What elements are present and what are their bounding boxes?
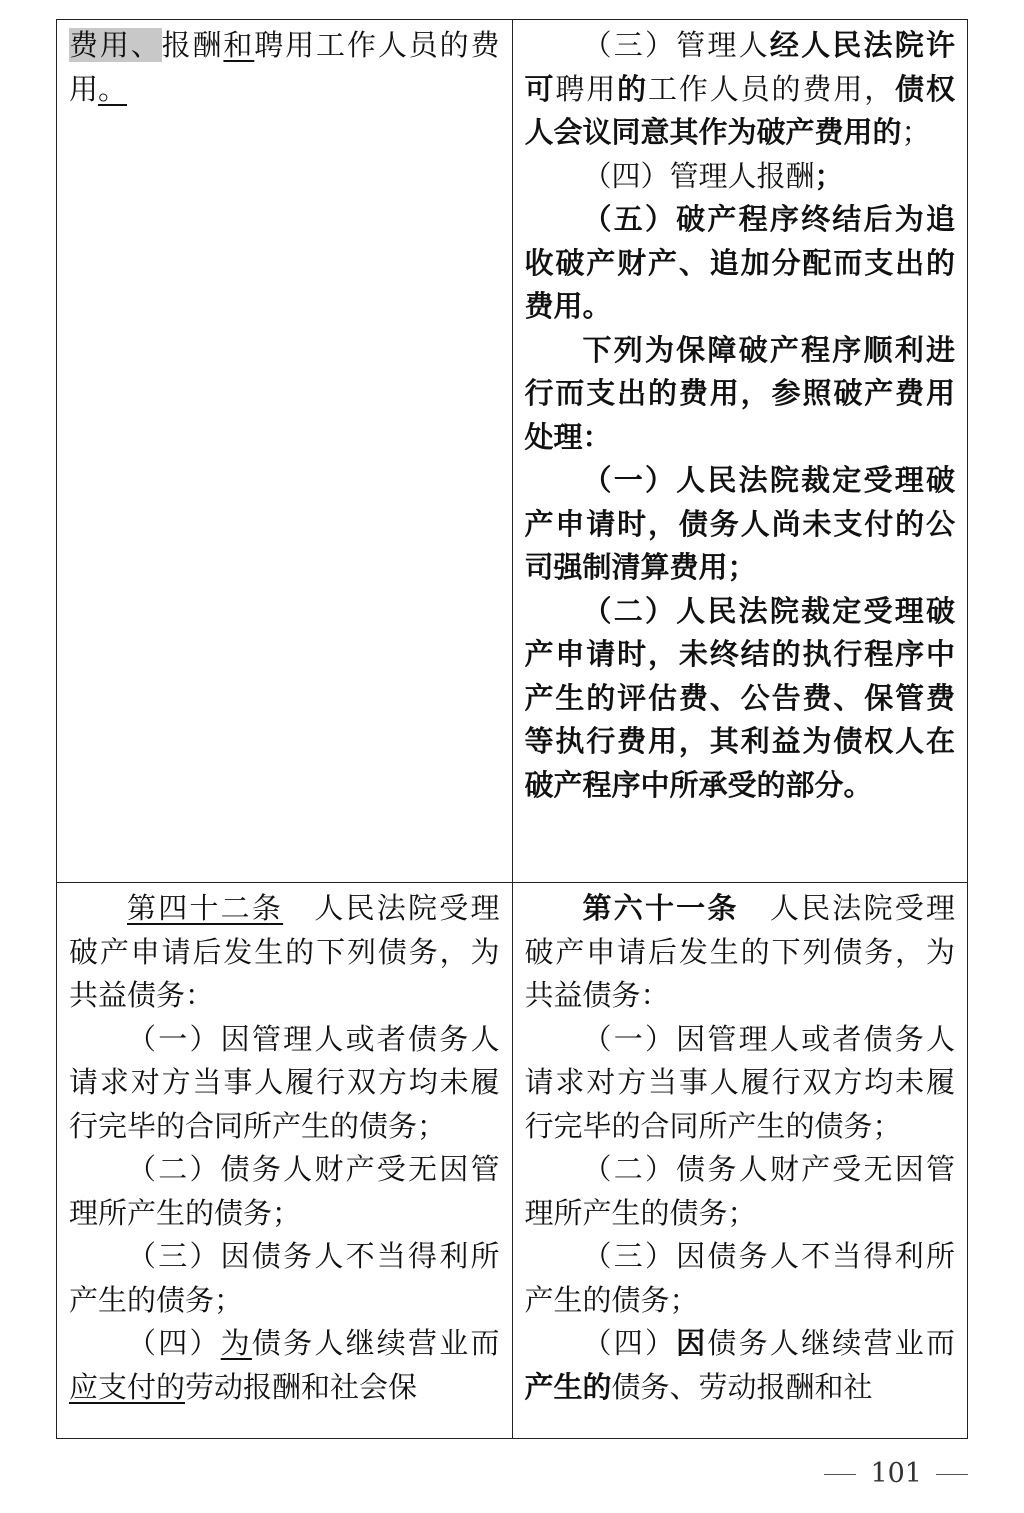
bold-text: 因 [676,1326,708,1360]
paragraph [69,24,500,111]
underlined-text: 。 [98,71,128,106]
text: 债务、劳动报酬和社 [611,1369,873,1404]
text: 工作人员的费用， [648,71,896,106]
page-number: 101 [870,1458,922,1489]
table-row [57,20,968,883]
bold-text: 的 [617,71,649,106]
bold-text: ； [814,158,844,193]
paragraph [525,155,956,199]
paragraph: （一）人民法院裁定受理破产申请时，债务人尚未支付的公司强制清算费用； [524,463,955,584]
paragraph: （一）因管理人或者债务人请求对方当事人履行双方均未履行完毕的合同所产生的债务； [69,1021,500,1143]
text: （四） [127,1326,221,1360]
text: 劳动报酬和社会保 [185,1369,418,1404]
text: 报酬 [161,28,224,62]
paragraph [69,887,500,1018]
paragraph [69,1322,500,1409]
text: 聘用工作人员的费用 [69,28,500,106]
text: （三）管理人 [582,28,770,62]
article-heading: 第六十一条 [582,891,739,925]
paragraph: （三）因债务人不当得利所产生的债务； [69,1239,500,1317]
old-text-cell [57,883,513,1439]
paragraph: 下列为保障破产程序顺利进行而支出的费用，参照破产费用处理： [524,332,955,454]
old-text-cell [57,20,513,883]
underlined-text: 和 [223,28,255,62]
comparison-table [56,19,968,1439]
paragraph: （一）因管理人或者债务人请求对方当事人履行双方均未履行完毕的合同所产生的债务； [524,1021,955,1143]
paragraph [525,887,956,1018]
dash-left [824,1474,856,1475]
text: 人民法院受理破产申请后发生的下列债务，为共益债务： [69,891,500,1012]
highlighted-text: 费用、 [69,28,162,62]
text: 聘用 [555,71,618,106]
text: 人民法院受理破产申请后发生的下列债务，为共益债务： [524,891,955,1012]
text: （四）管理人报酬 [582,158,815,193]
new-text-cell [512,883,968,1439]
paragraph [525,24,956,155]
paragraph: （三）因债务人不当得利所产生的债务； [524,1239,955,1317]
text: 债务人继续营业而 [707,1326,955,1360]
paragraph: （二）人民法院裁定受理破产申请时，未终结的执行程序中产生的评估费、公告费、保管费等执行费用，其利益为债权人在破产程序中所承受的部分。 [524,593,955,802]
bold-text: 产生的 [524,1369,612,1404]
table-row [57,883,968,1439]
dash-right [936,1474,968,1475]
page-number-group [810,1458,982,1489]
article-heading: 第四十二条 [127,891,284,925]
underlined-text: 为 [220,1326,252,1360]
bold-text: 债权人会议同意其作为破产费用的 [524,71,955,149]
bold-text: 经人民法院许可 [524,28,955,106]
text: ； [901,115,931,149]
paragraph: （二）债务人财产受无因管理所产生的债务； [69,1152,500,1230]
paragraph: （二）债务人财产受无因管理所产生的债务； [524,1152,955,1230]
paragraph [525,1322,956,1409]
paragraph: （五）破产程序终结后为追收破产财产、追加分配而支出的费用。 [524,202,955,323]
underlined-text: 应支付的 [69,1369,186,1404]
text: （四） [582,1326,677,1360]
text: 债务人继续营业而 [251,1326,500,1360]
new-text-cell [512,20,968,883]
